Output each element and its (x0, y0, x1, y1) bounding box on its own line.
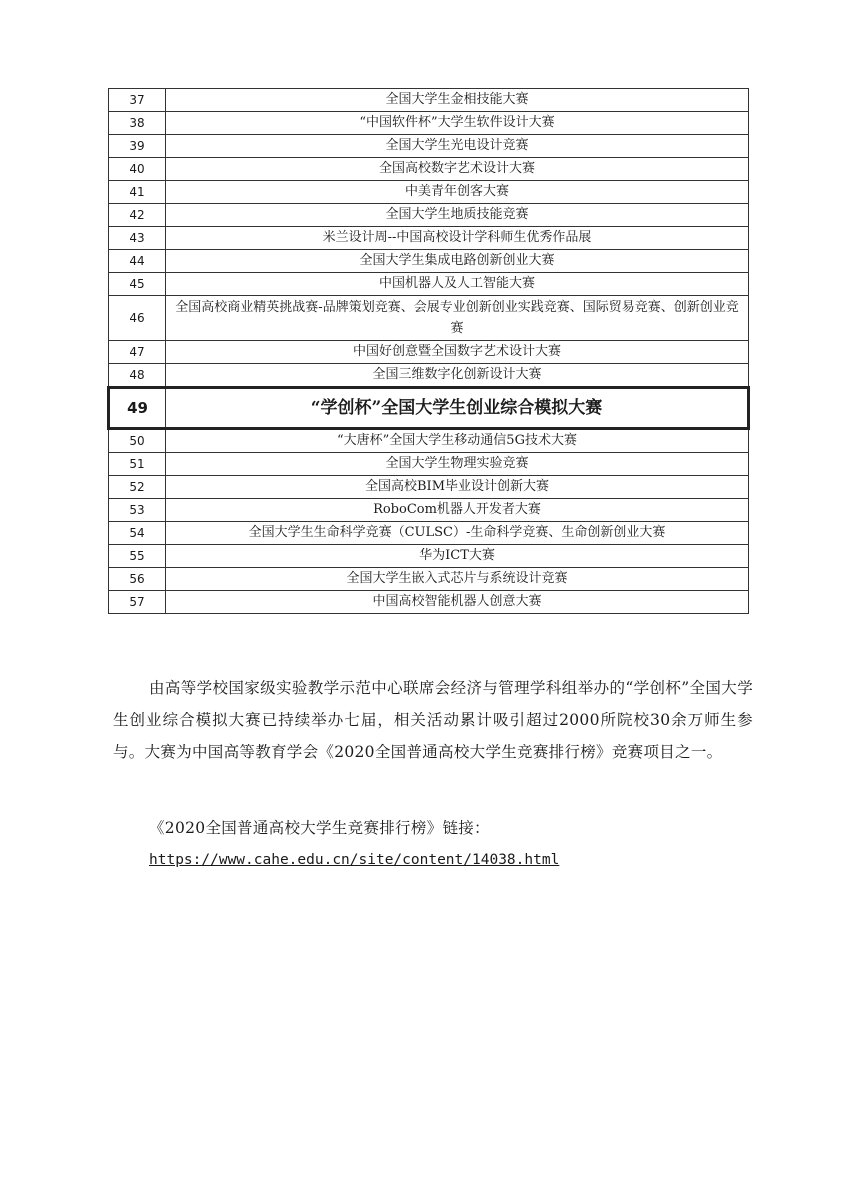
row-number: 40 (109, 158, 166, 181)
competition-table (107, 88, 750, 614)
row-number: 39 (109, 135, 166, 158)
competition-name: 全国大学生地质技能竞赛 (166, 204, 749, 227)
competition-name: 中美青年创客大赛 (166, 181, 749, 204)
row-number: 57 (109, 591, 166, 614)
table-row (109, 591, 749, 614)
competition-name: 全国大学生嵌入式芯片与系统设计竞赛 (166, 568, 749, 591)
table-row (109, 476, 749, 499)
competition-name: 华为ICT大赛 (166, 545, 749, 568)
competition-name: 米兰设计周--中国高校设计学科师生优秀作品展 (166, 227, 749, 250)
table-row (109, 112, 749, 135)
table-row (109, 429, 749, 453)
competition-name: 全国高校数字艺术设计大赛 (166, 158, 749, 181)
table-row (109, 364, 749, 388)
intro-paragraph: 由高等学校国家级实验教学示范中心联席会经济与管理学科组举办的“学创杯”全国大学生创业综合模拟大赛已持续举办七届，相关活动累计吸引超过2000所院校30余万师生参与。大赛为中国高等教育学会《2020全国普通高校大学生竞赛排行榜》竞赛项目之一。 (113, 679, 753, 761)
row-number: 37 (109, 89, 166, 112)
row-number: 43 (109, 227, 166, 250)
competition-name: 全国大学生物理实验竞赛 (166, 453, 749, 476)
row-number: 45 (109, 273, 166, 296)
row-number: 55 (109, 545, 166, 568)
row-number: 54 (109, 522, 166, 545)
row-number: 52 (109, 476, 166, 499)
competition-name: “中国软件杯”大学生软件设计大赛 (166, 112, 749, 135)
competition-name: 全国大学生集成电路创新创业大赛 (166, 250, 749, 273)
table-row (109, 545, 749, 568)
table-row (109, 522, 749, 545)
row-number: 50 (109, 429, 166, 453)
row-number: 46 (109, 296, 166, 341)
competition-name: 中国好创意暨全国数字艺术设计大赛 (166, 341, 749, 364)
row-number: 49 (109, 388, 166, 429)
table-row (109, 181, 749, 204)
competition-name: “大唐杯”全国大学生移动通信5G技术大赛 (166, 429, 749, 453)
row-number: 44 (109, 250, 166, 273)
competition-name: 全国大学生金相技能大赛 (166, 89, 749, 112)
table-row (109, 250, 749, 273)
competition-name: “学创杯”全国大学生创业综合模拟大赛 (166, 388, 749, 429)
table-row (109, 273, 749, 296)
competition-name: 全国高校BIM毕业设计创新大赛 (166, 476, 749, 499)
row-number: 53 (109, 499, 166, 522)
competition-name: 中国机器人及人工智能大赛 (166, 273, 749, 296)
table-row (109, 135, 749, 158)
row-number: 51 (109, 453, 166, 476)
competition-name: 全国三维数字化创新设计大赛 (166, 364, 749, 388)
row-number: 48 (109, 364, 166, 388)
competition-name: 全国大学生生命科学竞赛（CULSC）-生命科学竞赛、生命创新创业大赛 (166, 522, 749, 545)
table-row (109, 296, 749, 341)
competition-name: RoboCom机器人开发者大赛 (166, 499, 749, 522)
row-number: 56 (109, 568, 166, 591)
ranking-link-label: 《2020全国普通高校大学生竞赛排行榜》链接： (149, 819, 490, 837)
highlighted-row (109, 388, 749, 429)
competition-name: 全国高校商业精英挑战赛-品牌策划竞赛、会展专业创新创业实践竞赛、国际贸易竞赛、创新创业竞赛 (166, 296, 749, 341)
table-row (109, 158, 749, 181)
row-number: 47 (109, 341, 166, 364)
table-row (109, 204, 749, 227)
table-row (109, 453, 749, 476)
row-number: 41 (109, 181, 166, 204)
ranking-link[interactable]: https://www.cahe.edu.cn/site/content/14038.html (149, 852, 560, 868)
table-row (109, 89, 749, 112)
row-number: 38 (109, 112, 166, 135)
row-number: 42 (109, 204, 166, 227)
competition-name: 中国高校智能机器人创意大赛 (166, 591, 749, 614)
table-row (109, 227, 749, 250)
table-row (109, 499, 749, 522)
table-row (109, 568, 749, 591)
competition-name: 全国大学生光电设计竞赛 (166, 135, 749, 158)
table-row (109, 341, 749, 364)
